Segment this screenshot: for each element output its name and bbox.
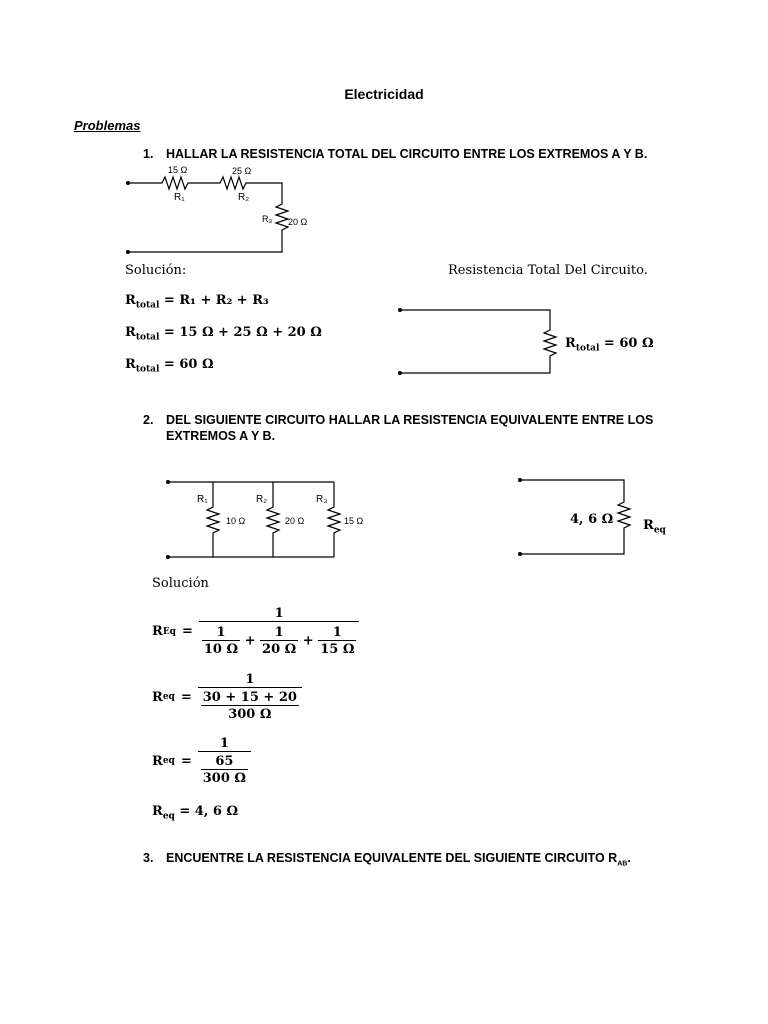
problem-3-text: ENCUENTRE LA RESISTENCIA EQUIVALENTE DEL SIGUIENTE CIRCUITO R	[166, 851, 618, 865]
problem-2-number: 2.	[143, 413, 154, 427]
r2-label: R₂	[238, 192, 250, 203]
r2-value: 25 Ω	[232, 166, 252, 176]
r3-value: 20 Ω	[288, 217, 308, 227]
equation-2c: R eq = $\frac{1}{\frac{65}{300 \Omega}}$	[152, 736, 251, 786]
r2-value: 20 Ω	[285, 516, 305, 526]
r1-label: R₁	[197, 494, 208, 505]
problem-2-text: DEL SIGUIENTE CIRCUITO HALLAR LA RESISTENCIA EQUIVALENTE ENTRE LOS EXTREMOS A Y B.	[166, 413, 654, 443]
total-resistance-diagram	[395, 300, 565, 382]
r3-label: R₃	[316, 494, 328, 505]
r1-value: 15 Ω	[168, 165, 188, 175]
equivalent-label: $R_{eq}$	[643, 518, 666, 536]
fraction-2c: $\frac{1}{\frac{65}{300 \Omega}}$	[198, 736, 251, 786]
equivalent-value: 4, 6 Ω	[570, 512, 614, 527]
solution-2-label: Solución	[152, 576, 209, 591]
r1-label: R₁	[174, 192, 185, 203]
main-fraction: 1 $\frac{1}{10 \Omega}$ + $\frac{1}{20 \Omega}$ + $\frac{1}{15 \Omega}$	[199, 606, 360, 657]
terminal-b-dot	[518, 552, 522, 556]
terminal-b-dot	[398, 371, 402, 375]
terminal-b-dot	[126, 250, 130, 254]
fraction-2b: $\frac{1}{\frac{30 + 15 + 20}{300 \Omega}}$	[198, 672, 302, 722]
series-circuit-diagram	[120, 160, 330, 260]
problem-1-number: 1.	[143, 147, 154, 161]
result-1-caption: Resistencia Total Del Circuito.	[448, 263, 648, 278]
r1-value: 10 Ω	[226, 516, 246, 526]
r3-value: 15 Ω	[344, 516, 364, 526]
equation-1c: $R_{total} = 60$ Ω	[125, 357, 214, 375]
total-circuit-wire	[400, 310, 556, 373]
r3-label: R₃	[262, 214, 273, 224]
problem-3-number: 3.	[143, 851, 154, 865]
equation-1a: $R_{total} = R_1 + R_2 + R_3$	[125, 293, 269, 311]
section-heading: Problemas	[74, 118, 141, 133]
r3-branch	[328, 482, 340, 557]
r2-branch	[267, 482, 279, 557]
equation-2a: R Eq = 1 $\frac{1}{10 \Omega}$ + $\frac{1}{20 \Omega}$ + $\frac{1}{15 \Omega}$	[152, 606, 359, 657]
r2-label: R₂	[256, 494, 268, 505]
problem-3-subscript: AB	[617, 860, 628, 868]
solution-1-label: Solución:	[125, 263, 187, 278]
problem-1-text: HALLAR LA RESISTENCIA TOTAL DEL CIRCUITO ENTRE LOS EXTREMOS A Y B.	[166, 147, 648, 161]
equation-2b: R eq = $\frac{1}{\frac{30 + 15 + 20}{300 \Omega}}$	[152, 672, 302, 722]
total-resistance-label: $R_{total} = 60$ Ω	[565, 336, 654, 354]
r1-branch	[207, 482, 219, 557]
equation-2d: $R_{eq} = 4$, 6 Ω	[152, 804, 239, 822]
parallel-circuit-diagram	[160, 472, 385, 567]
problem-2-statement	[143, 412, 686, 444]
equation-1b: $R_{total} = 15$ Ω + 25 Ω + 20 Ω	[125, 325, 322, 343]
problem-3-statement: 3. ENCUENTRE LA RESISTENCIA EQUIVALENTE DEL SIGUIENTE CIRCUITO $R_{AB}$.	[143, 851, 631, 868]
document-title: Electricidad	[344, 86, 424, 102]
